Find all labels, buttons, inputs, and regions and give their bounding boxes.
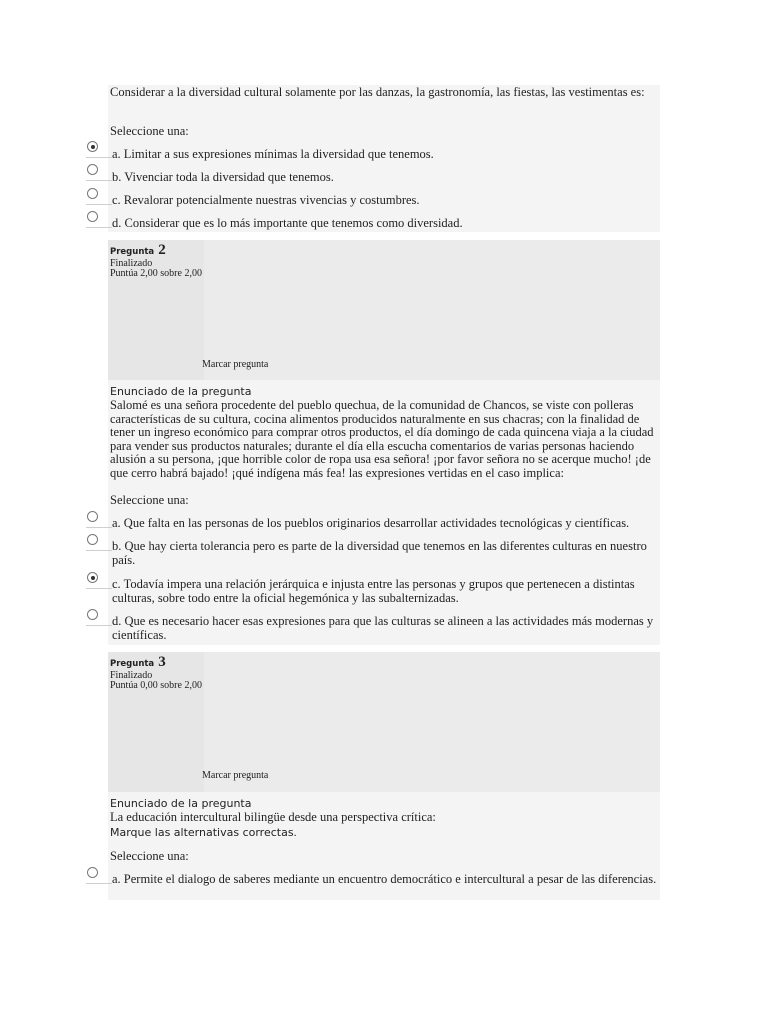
q2-option-c-label[interactable]: c. Todavía impera una relación jerárquica e injusta entre las personas y grupos que pertenecen a distintas culturas, sobre todo entre la oficial hegemónica y las subalternizadas. xyxy=(112,577,635,605)
q2-option-a-radio[interactable] xyxy=(87,511,98,522)
q1-option-d-label[interactable]: d. Considerar que es lo más importante que tenemos como diversidad. xyxy=(112,216,463,230)
q2-option-d-radio[interactable] xyxy=(87,609,98,620)
question-3-flag-link[interactable]: Marcar pregunta xyxy=(202,770,269,781)
question-3-select-label: Seleccione una: xyxy=(110,849,189,863)
q1-option-d-radio[interactable] xyxy=(87,211,98,222)
q2-option-c-radio[interactable] xyxy=(87,572,98,583)
question-2-number: 2 xyxy=(158,242,166,258)
question-3-text: La educación intercultural bilingüe desde una perspectiva crítica: xyxy=(110,810,436,824)
question-3-score: Puntúa 0,00 sobre 2,00 xyxy=(110,680,202,691)
question-2-flag-link[interactable]: Marcar pregunta xyxy=(202,359,269,370)
q1-option-a-radio[interactable] xyxy=(87,141,98,152)
question-3-info xyxy=(108,652,660,792)
q3-option-a-label[interactable]: a. Permite el dialogo de saberes mediante un encuentro democrático e intercultural a pesar de las diferencias. xyxy=(112,872,657,886)
q1-option-a-label[interactable]: a. Limitar a sus expresiones mínimas la diversidad que tenemos. xyxy=(112,147,434,161)
question-2-status: Finalizado xyxy=(110,258,153,269)
question-3-number: 3 xyxy=(158,654,166,670)
q2-option-b-label[interactable]: b. Que hay cierta tolerancia pero es parte de la diversidad que tenemos en las diferentes culturas en nuestro país. xyxy=(112,539,647,567)
question-3-label: Pregunta xyxy=(110,659,155,669)
question-2-info xyxy=(108,240,660,380)
q2-option-d-label[interactable]: d. Que es necesario hacer esas expresiones para que las culturas se alineen a las actividades más modernas y científicas. xyxy=(112,614,654,642)
question-3-instruction: Marque las alternativas correctas xyxy=(110,826,294,839)
question-2-text: Salomé es una señora procedente del pueblo quechua, de la comunidad de Chancos, se viste con polleras características de su cultura, cocina alimentos producidos naturalmente en sus chacras; con la finalidad de tener un ingreso económico para comprar otros productos, el día domingo de cada quincena viaja a la ciudad para vender sus productos naturales; durante el día ella escucha comentarios de varias personas haciendo alusión a su persona, ¡que horrible color de ropa usa esa señora! ¡por favor señora no se acerque mucho! ¡de que cerro habrá bajado! ¡qué indígena más fea! las expresiones vertidas en el caso implica: xyxy=(110,398,654,480)
q1-option-c-label[interactable]: c. Revalorar potencialmente nuestras vivencias y costumbres. xyxy=(112,193,420,207)
q1-option-b-label[interactable]: b. Vivenciar toda la diversidad que tenemos. xyxy=(112,170,334,184)
question-2-enunciado-label: Enunciado de la pregunta xyxy=(110,385,252,398)
q2-option-b-radio[interactable] xyxy=(87,534,98,545)
question-1-select-label: Seleccione una: xyxy=(110,124,189,138)
q2-option-a-label[interactable]: a. Que falta en las personas de los pueblos originarios desarrollar actividades tecnológicas y científicas. xyxy=(112,516,630,530)
question-3-number-line xyxy=(110,653,166,671)
q3-option-a-radio[interactable] xyxy=(87,867,98,878)
question-2-select-label: Seleccione una: xyxy=(110,493,189,507)
question-3-instruction-line xyxy=(110,825,297,840)
question-1-text: Considerar a la diversidad cultural solamente por las danzas, la gastronomía, las fiestas, las vestimentas es: xyxy=(110,85,645,99)
question-2-label: Pregunta xyxy=(110,247,155,257)
q1-option-c-radio[interactable] xyxy=(87,188,98,199)
q1-option-b-radio[interactable] xyxy=(87,164,98,175)
question-3-enunciado-label: Enunciado de la pregunta xyxy=(110,797,252,810)
question-3-status: Finalizado xyxy=(110,670,153,681)
question-2-number-line xyxy=(110,241,166,259)
question-2-score: Puntúa 2,00 sobre 2,00 xyxy=(110,268,202,279)
question-3-instruction-period: . xyxy=(293,825,297,839)
